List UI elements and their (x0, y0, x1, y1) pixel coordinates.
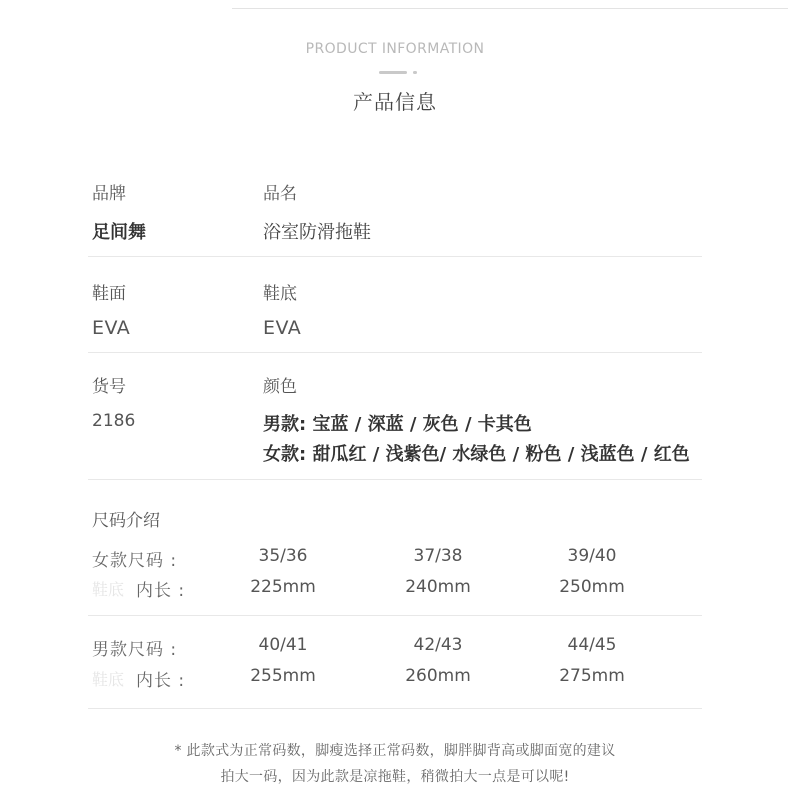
men-size-2: 42/43 (413, 635, 463, 655)
divider (88, 708, 702, 709)
men-size-3: 44/45 (567, 635, 617, 655)
top-divider (232, 8, 788, 9)
men-size-1: 40/41 (258, 635, 308, 655)
divider (88, 352, 702, 353)
title-decoration-dot (413, 71, 417, 74)
women-colors: 女款: 甜瓜红 / 浅紫色/ 水绿色 / 粉色 / 浅蓝色 / 红色 (263, 444, 690, 465)
men-length-2: 260mm (405, 666, 471, 686)
men-colors: 男款: 宝蓝 / 深蓝 / 灰色 / 卡其色 (263, 414, 532, 435)
men-length-3: 275mm (559, 666, 625, 686)
item-number-label: 货号 (92, 377, 126, 397)
item-number-value: 2186 (92, 411, 136, 431)
brand-value: 足间舞 (92, 222, 146, 243)
color-label: 颜色 (263, 377, 297, 397)
sole-label: 鞋底 (263, 284, 297, 304)
women-sole-ghost-label: 鞋底 (92, 580, 125, 599)
women-size-3: 39/40 (567, 546, 617, 566)
upper-value: EVA (92, 317, 131, 339)
section-title-en: PRODUCT INFORMATION (305, 41, 485, 57)
women-length-2: 240mm (405, 577, 471, 597)
upper-label: 鞋面 (92, 284, 126, 304)
women-length-1: 225mm (250, 577, 316, 597)
product-name-value: 浴室防滑拖鞋 (263, 222, 371, 243)
footnote-line-1: * 此款式为正常码数，脚瘦选择正常码数，脚胖脚背高或脚面宽的建议 (174, 743, 616, 759)
men-size-label: 男款尺码 : (92, 640, 178, 660)
men-length-label: 内长 : (136, 671, 186, 691)
women-length-3: 250mm (559, 577, 625, 597)
size-guide-title: 尺码介绍 (92, 511, 160, 531)
divider (88, 615, 702, 616)
women-size-label: 女款尺码 : (92, 551, 178, 571)
divider (88, 479, 702, 480)
section-title-cn: 产品信息 (353, 90, 437, 114)
sole-value: EVA (263, 317, 302, 339)
women-size-1: 35/36 (258, 546, 308, 566)
product-name-label: 品名 (263, 184, 297, 204)
women-length-label: 内长 : (136, 581, 186, 601)
women-size-2: 37/38 (413, 546, 463, 566)
divider (88, 256, 702, 257)
brand-label: 品牌 (92, 184, 126, 204)
footnote-line-2: 拍大一码，因为此款是凉拖鞋，稍微拍大一点是可以呢! (220, 769, 570, 785)
men-sole-ghost-label: 鞋底 (92, 670, 125, 689)
title-decoration-dash (379, 71, 407, 74)
men-length-1: 255mm (250, 666, 316, 686)
